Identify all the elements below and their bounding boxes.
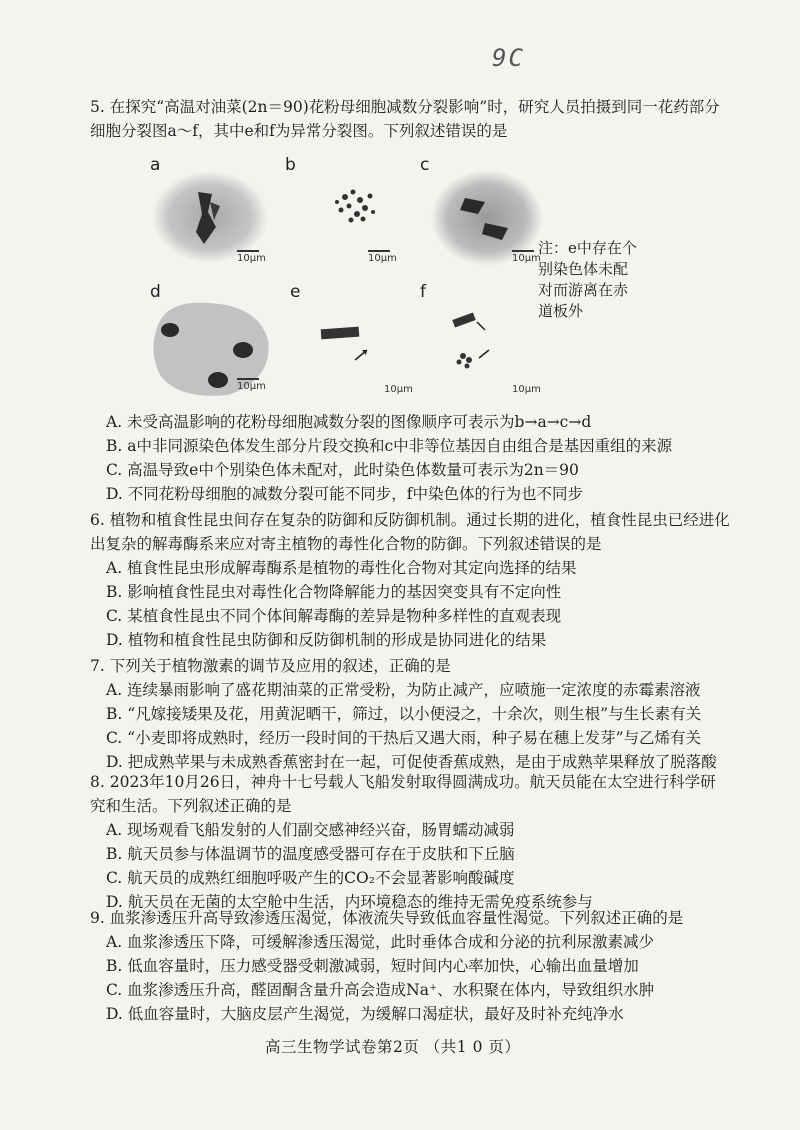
figure-label-b: b [285,155,296,175]
question-6 [90,508,730,652]
question-7-option-c[interactable]: C. “小麦即将成熟时，经历一段时间的干热后又遇大雨，种子易在穗上发芽”与乙烯有关 [106,729,702,747]
question-5-stem: 5. 在探究“高温对油菜(2n＝90)花粉母细胞减数分裂影响”时，研究人员拍摄到同一花药部分细胞分裂图a～f，其中e和f为异常分裂图。下列叙述错误的是 [90,98,720,140]
scale-bar-d: 10μm [237,378,266,392]
question-6-option-c[interactable]: C. 某植食性昆虫不同个体间解毒酶的差异是物种多样性的直观表现 [106,607,562,625]
handwritten-mark: 9C [492,44,525,72]
question-9-option-c[interactable]: C. 血浆渗透压升高，醛固酮含量升高会造成Na⁺、水积聚在体内，导致组织水肿 [106,981,655,999]
question-9-option-d[interactable]: D. 低血容量时，大脑皮层产生渴觉，为缓解口渴症状，最好及时补充纯净水 [106,1005,624,1023]
question-8-option-d[interactable]: D. 航天员在无菌的太空舱中生活，内环境稳态的维持无需免疫系统参与 [106,893,593,911]
figure-note: 注：e中存在个别染色体未配对而游离在赤道板外 [538,239,637,320]
question-9-option-b[interactable]: B. 低血容量时，压力感受器受刺激减弱，短时间内心率加快，心输出血量增加 [106,957,639,975]
figure-label-f: f [420,282,426,302]
page-footer: 高三生物学试卷第2页 （共1 0 页） [265,1038,521,1056]
question-8-option-a[interactable]: A. 现场观看飞船发射的人们副交感神经兴奋，肠胃蠕动减弱 [106,821,515,839]
question-7-option-a[interactable]: A. 连续暴雨影响了盛花期油菜的正常受粉，为防止减产，应喷施一定浓度的赤霉素溶液 [106,681,701,699]
micrograph-b [315,172,395,242]
question-9 [90,906,730,1026]
figure-label-e: e [290,282,301,302]
micrograph-e [315,312,385,372]
question-9-option-a[interactable]: A. 血浆渗透压下降，可缓解渗透压渴觉，此时垂体合成和分泌的抗利尿激素减少 [106,933,655,951]
scale-bar-a: 10μm [237,250,266,264]
figure-label-c: c [420,155,430,175]
question-5-option-b[interactable]: B. a中非同源染色体发生部分片段交换和c中非等位基因自由组合是基因重组的来源 [106,437,673,455]
question-5-option-a[interactable]: A. 未受高温影响的花粉母细胞减数分裂的图像顺序可表示为b→a→c→d [106,413,592,431]
scale-bar-f: 10μm [512,384,541,395]
figure-label-a: a [150,155,161,175]
question-7-option-b[interactable]: B. “凡嫁接矮果及花，用黄泥晒干，筛过，以小便浸之，十余次，则生根”与生长素有关 [106,705,702,723]
question-7 [90,654,730,774]
question-8-option-c[interactable]: C. 航天员的成熟红细胞呼吸产生的CO₂不会显著影响酸碱度 [106,869,515,887]
question-6-option-a[interactable]: A. 植食性昆虫形成解毒酶系是植物的毒性化合物对其定向选择的结果 [106,559,577,577]
question-7-option-d[interactable]: D. 把成熟苹果与未成熟香蕉密封在一起，可促使香蕉成熟，是由于成熟苹果释放了脱落酸 [106,753,717,771]
figure-label-d: d [150,282,161,302]
question-5-option-c[interactable]: C. 高温导致e中个别染色体未配对，此时染色体数量可表示为2n＝90 [106,461,579,479]
question-6-option-d[interactable]: D. 植物和植食性昆虫防御和反防御机制的形成是协同进化的结果 [106,631,547,649]
question-5-option-d[interactable]: D. 不同花粉母细胞的减数分裂可能不同步，f中染色体的行为也不同步 [106,485,583,503]
question-8-stem: 8. 2023年10月26日，神舟十七号载人飞船发射取得圆满成功。航天员能在太空进行科学研究和生活。下列叙述正确的是 [90,773,716,815]
question-8-option-b[interactable]: B. 航天员参与体温调节的温度感受器可存在于皮肤和下丘脑 [106,845,515,863]
question-7-stem: 7. 下列关于植物激素的调节及应用的叙述，正确的是 [90,657,451,675]
scale-bar-c: 10μm [512,250,541,264]
question-5-options [90,410,730,506]
scale-bar-b: 10μm [368,250,397,264]
question-9-stem: 9. 血浆渗透压升高导致渗透压渴觉，体液流失导致低血容量性渴觉。下列叙述正确的是 [90,909,684,927]
scale-bar-e: 10μm [384,384,413,395]
question-6-stem: 6. 植物和植食性昆虫间存在复杂的防御和反防御机制。通过长期的进化，植食性昆虫已经进化出复杂的解毒酶系来应对寄主植物的毒性化合物的防御。下列叙述错误的是 [90,511,730,553]
micrograph-f [445,300,505,380]
question-8 [90,770,730,914]
question-6-option-b[interactable]: B. 影响植食性昆虫对毒性化合物降解能力的基因突变具有不定向性 [106,583,562,601]
question-5-stem-block [90,95,730,143]
